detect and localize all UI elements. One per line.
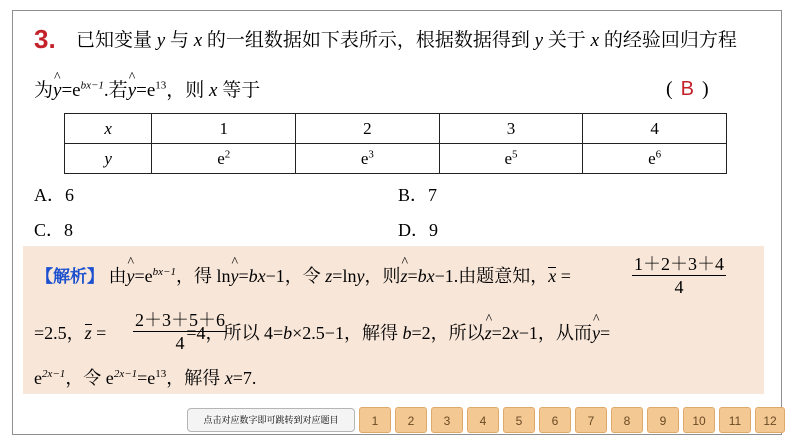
text: e [34, 368, 42, 388]
paren: ( [666, 78, 673, 100]
text: = [599, 323, 611, 343]
text: =e [137, 368, 156, 388]
var-y: y [156, 30, 166, 51]
nav-page-6[interactable]: 6 [539, 407, 571, 433]
nav-page-7[interactable]: 7 [575, 407, 607, 433]
numerator: 1＋2＋3＋4 [634, 254, 724, 274]
y-hat: ^ y [592, 320, 600, 346]
answer-box [666, 78, 709, 101]
table-cell: 4 [583, 114, 727, 144]
text: 由 [108, 266, 127, 286]
table-cell: y [65, 144, 152, 174]
z-hat: ^ z [485, 320, 492, 346]
choice-c[interactable] [34, 216, 73, 242]
choice-b[interactable] [398, 181, 437, 207]
exponent: 2x−1 [42, 368, 66, 380]
text: =e [61, 80, 81, 101]
text: 的经验回归方程 [599, 30, 737, 51]
nav-page-5[interactable]: 5 [503, 407, 535, 433]
var-x: x [209, 80, 218, 101]
numerator: 2＋3＋5＋6 [135, 310, 225, 330]
data-table [64, 113, 727, 174]
exponent: 5 [512, 147, 518, 160]
choice-label: B． [398, 185, 429, 205]
var-b: b [283, 323, 293, 343]
base: e [360, 148, 369, 168]
base: e [217, 148, 225, 168]
table-cell [439, 144, 583, 174]
solution-line-3 [34, 365, 256, 391]
nav-page-4[interactable]: 4 [467, 407, 499, 433]
text: =2.5， [34, 323, 85, 343]
text: =2，所以 [411, 323, 485, 343]
nav-page-12[interactable]: 12 [755, 407, 785, 433]
table-row [65, 144, 727, 174]
text: =e [136, 80, 156, 101]
nav-page-8[interactable]: 8 [611, 407, 643, 433]
text: = [238, 266, 249, 286]
navigation-hint: 点击对应数字即可跳转到对应题目 [187, 408, 355, 432]
choice-value: 7 [428, 185, 438, 205]
solution-tag: 【解析】 [36, 267, 104, 286]
table-cell: 1 [152, 114, 296, 144]
question-line-2 [34, 78, 260, 104]
y-hat: ^ y [127, 263, 135, 289]
text: ，得 ln [175, 266, 231, 286]
base: e [504, 148, 513, 168]
exponent: 2 [224, 147, 231, 160]
term-bx: bx [417, 266, 435, 286]
choice-label: A． [34, 185, 65, 205]
text: ，则 [166, 80, 210, 101]
exponent: 2x−1 [113, 368, 138, 380]
fraction-z-mean [133, 309, 227, 354]
var-z: z [325, 266, 333, 286]
choice-label: D． [398, 220, 429, 240]
text: = [556, 266, 571, 286]
text: 关于 [543, 30, 591, 51]
table-cell [296, 144, 440, 174]
choice-label: C． [34, 220, 65, 240]
solution-line-2 [34, 320, 610, 346]
text: =7. [232, 368, 257, 388]
text: −1.由题意知， [434, 266, 549, 286]
y-hat: ^ y [53, 78, 61, 104]
choice-value: 9 [429, 220, 438, 240]
var-x: x [224, 368, 233, 388]
exponent: bx−1 [80, 79, 104, 92]
y-hat: ^ y [128, 78, 136, 104]
var-b: b [402, 323, 412, 343]
var-x: x [193, 30, 203, 51]
var-y: y [356, 266, 365, 286]
x-bar: x [548, 263, 556, 289]
text: =2 [491, 323, 511, 343]
exponent: bx−1 [152, 266, 176, 278]
text: = [91, 323, 107, 343]
denominator: 4 [674, 277, 684, 297]
paren: ) [702, 78, 709, 100]
text: ，解得 [166, 368, 225, 388]
text: 的一组数据如下表所示，根据数据得到 [202, 30, 535, 51]
z-bar: z [85, 320, 92, 346]
table-cell [583, 144, 727, 174]
term-bx: bx [248, 266, 266, 286]
text: =ln [332, 266, 357, 286]
text: ，令 e [65, 368, 114, 388]
nav-page-1[interactable]: 1 [359, 407, 391, 433]
table-cell: 3 [439, 114, 583, 144]
nav-page-11[interactable]: 11 [719, 407, 751, 433]
text: 已知变量 [76, 30, 157, 51]
text: ，则 [364, 266, 401, 286]
text: = [407, 266, 418, 286]
text: =4，所以 4= [186, 323, 284, 343]
text: .若 [103, 80, 128, 101]
text: 为 [34, 80, 54, 101]
nav-page-10[interactable]: 10 [683, 407, 715, 433]
choice-a[interactable] [34, 181, 74, 207]
exponent: 3 [368, 147, 374, 160]
table-cell [152, 144, 296, 174]
choice-value: 6 [65, 185, 74, 205]
text: 与 [165, 30, 194, 51]
text: −1，从而 [518, 323, 592, 343]
question-number: 3. [34, 24, 56, 54]
y-hat: ^ y [230, 263, 238, 289]
var-y: y [534, 30, 544, 51]
exponent: 6 [655, 147, 662, 160]
denominator: 4 [175, 333, 185, 353]
text: ×2.5−1，解得 [292, 323, 403, 343]
var-x: x [590, 30, 600, 51]
text: =e [134, 266, 153, 286]
var-x: x [510, 323, 519, 343]
table-cell: 2 [296, 114, 440, 144]
text: 等于 [217, 80, 261, 101]
base: e [648, 148, 656, 168]
exponent: 13 [155, 79, 167, 92]
question-line-1 [76, 28, 737, 54]
text: −1，令 [265, 266, 326, 286]
nav-page-3[interactable]: 3 [431, 407, 463, 433]
table-row [65, 114, 727, 144]
table-cell: x [65, 114, 152, 144]
nav-page-9[interactable]: 9 [647, 407, 679, 433]
solution-line-1 [36, 263, 571, 290]
choice-value: 8 [64, 220, 74, 240]
nav-page-2[interactable]: 2 [395, 407, 427, 433]
answer-letter: B [680, 78, 695, 100]
exponent: 13 [155, 368, 167, 380]
choice-d[interactable] [398, 216, 438, 242]
fraction-x-mean [632, 253, 726, 298]
z-hat: ^ z [400, 263, 407, 289]
